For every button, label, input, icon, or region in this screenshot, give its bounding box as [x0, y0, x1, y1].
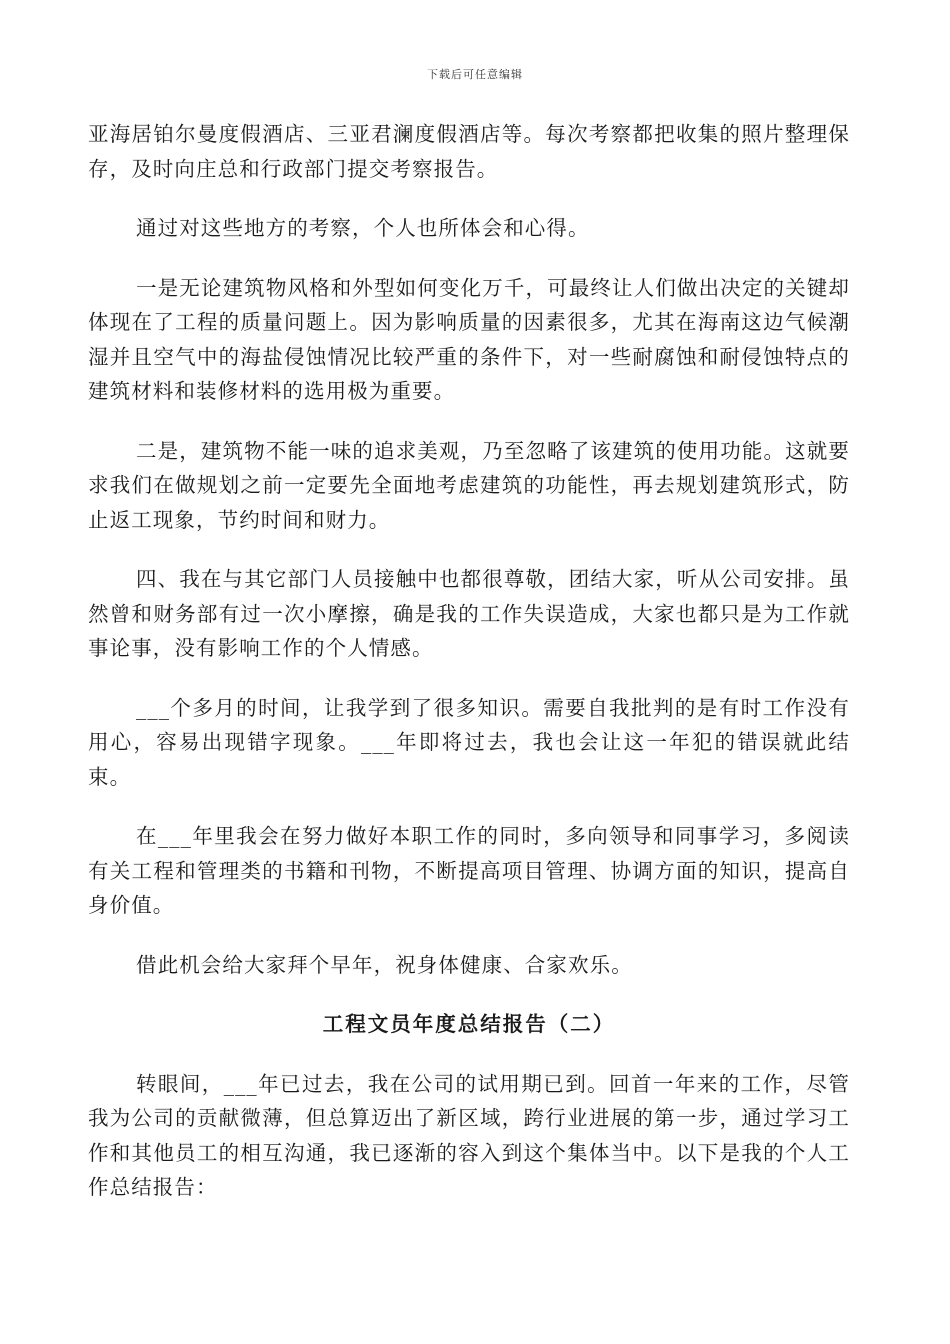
paragraph-point-one: 一是无论建筑物风格和外型如何变化万千，可最终让人们做出决定的关键却体现在了工程的质量问题上。因为影响质量的因素很多，尤其在海南这边气候潮湿并且空气中的海盐侵蚀情况比较严重的条件下，对一些耐腐蚀和耐侵蚀特点的建筑材料和装修材料的选用极为重要。: [88, 275, 850, 403]
paragraph-greeting: 借此机会给大家拜个早年，祝身体健康、合家欢乐。: [136, 952, 633, 977]
page-header-note: 下载后可任意编辑: [427, 68, 523, 81]
paragraph-self-critique: ___个多月的时间，让我学到了很多知识。需要自我批判的是有时工作没有用心，容易出现错字现象。___年即将过去，我也会让这一年犯的错误就此结束。: [88, 695, 850, 789]
paragraph-reflection-intro: 通过对这些地方的考察，个人也所体会和心得。: [136, 216, 590, 240]
paragraph-section2-intro: 转眼间，___年已过去，我在公司的试用期已到。回首一年来的工作，尽管我为公司的贡献微薄，但总算迈出了新区域，跨行业进展的第一步，通过学习工作和其他员工的相互沟通，我已逐渐的容入到这个集体当中。以下是我的个人工作总结报告：: [88, 1071, 850, 1199]
paragraph-next-year-plan: 在___年里我会在努力做好本职工作的同时，多向领导和同事学习，多阅读有关工程和管理类的书籍和刊物，不断提高项目管理、协调方面的知识，提高自身价值。: [88, 824, 850, 917]
paragraph-continuation: 亚海居铂尔曼度假酒店、三亚君澜度假酒店等。每次考察都把收集的照片整理保存，及时向庄总和行政部门提交考察报告。: [88, 122, 850, 181]
paragraph-point-four: 四、我在与其它部门人员接触中也都很尊敬，团结大家，听从公司安排。虽然曾和财务部有过一次小摩擦，确是我的工作失误造成，大家也都只是为工作就事论事，没有影响工作的个人情感。: [88, 567, 850, 660]
section-title: 工程文员年度总结报告（二）: [322, 1012, 616, 1036]
document-body: [88, 117, 850, 1230]
paragraph-point-two: 二是，建筑物不能一味的追求美观，乃至忽略了该建筑的使用功能。这就要求我们在做规划之前一定要先全面地考虑建筑的功能性，再去规划建筑形式，防止返工现象，节约时间和财力。: [88, 438, 850, 532]
